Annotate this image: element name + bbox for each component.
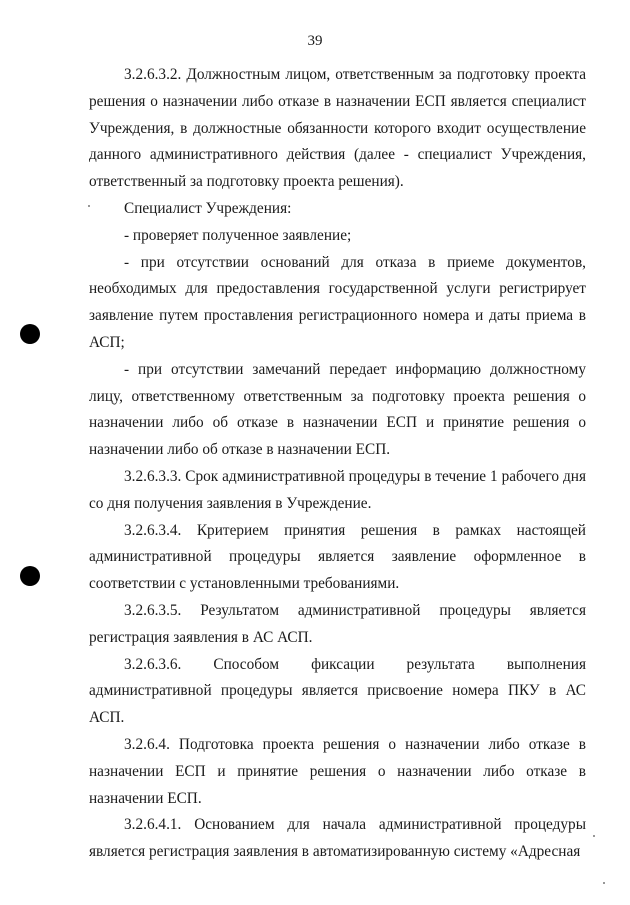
page-number: 39 — [307, 33, 323, 49]
paragraph: 3.2.6.3.6. Способом фиксации результата выполнения административной процедуры является присвоение номера ПКУ в АС АСП. — [89, 655, 586, 727]
paragraph: 3.2.6.3.3. Срок административной процедуры в течение 1 рабочего дня со дня получения заявления в Учреждение. — [89, 467, 586, 512]
punch-hole-mark — [20, 566, 40, 586]
paragraph: 3.2.6.3.2. Должностным лицом, ответственным за подготовку проекта решения о назначении либо отказе в назначении ЕСП является специалист Учреждения, в должностные обязанности которого входит осуществление данного административного действия (далее - специалист Учреждения, ответственный за подготовку проекта решения). — [89, 66, 586, 191]
paragraph: 3.2.6.3.5. Результатом административной процедуры является регистрация заявления в АС АСП. — [89, 601, 586, 646]
document-body — [89, 62, 586, 866]
punch-hole-mark — [20, 324, 40, 344]
paragraph: 3.2.6.4.1. Основанием для начала административной процедуры является регистрация заявления в автоматизированную систему «Адресная — [89, 816, 586, 861]
paragraph: 3.2.6.4. Подготовка проекта решения о назначении либо отказе в назначении ЕСП и принятие решения о назначении либо отказе в назначении ЕСП. — [89, 735, 586, 807]
paragraph: - проверяет полученное заявление; — [124, 226, 352, 244]
scan-speck — [593, 835, 595, 837]
paragraph: 3.2.6.3.4. Критерием принятия решения в рамках настоящей административной процедуры является заявление оформленное в соответствии с установленными требованиями. — [89, 521, 586, 593]
paragraph: - при отсутствии оснований для отказа в приеме документов, необходимых для предоставления государственной услуги регистрирует заявление путем проставления регистрационного номера и даты приема в АСП; — [89, 253, 586, 351]
scan-speck — [603, 882, 605, 884]
paragraph: Специалист Учреждения: — [124, 199, 292, 217]
paragraph: - при отсутствии замечаний передает информацию должностному лицу, ответственному ответственным за подготовку проекта решения о назначении либо об отказе в назначении ЕСП и принятие решения о назначении либо об отказе в назначении ЕСП. — [89, 360, 586, 459]
